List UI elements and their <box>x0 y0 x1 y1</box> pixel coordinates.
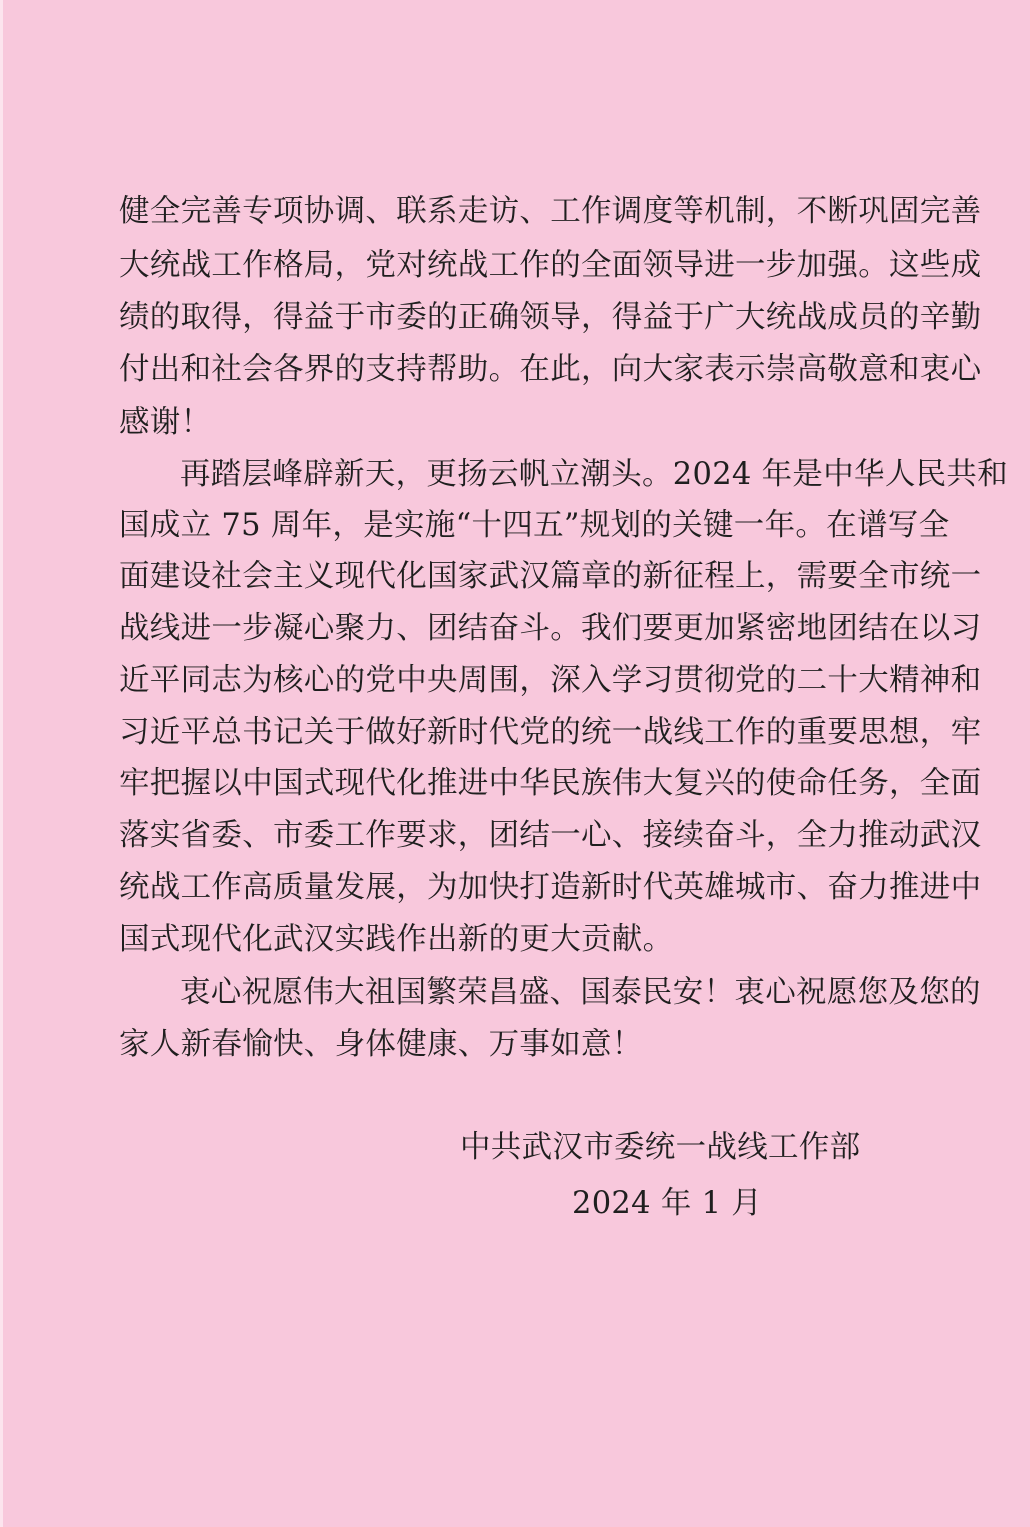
text-line: 国式现代化武汉实践作出新的更大贡献。 <box>119 922 674 957</box>
text-line: 牢把握以中国式现代化推进中华民族伟大复兴的使命任务，全面 <box>119 766 982 801</box>
scan-edge <box>0 0 3 1527</box>
text-line: 家人新春愉快、身体健康、万事如意！ <box>119 1027 643 1062</box>
text-line: 绩的取得，得益于市委的正确领导，得益于广大统战成员的辛勤 <box>119 300 982 335</box>
text-line: 战线进一步凝心聚力、团结奋斗。我们要更加紧密地团结在以习 <box>119 611 982 646</box>
text-line: 付出和社会各界的支持帮助。在此，向大家表示崇高敬意和衷心 <box>119 352 982 387</box>
text-line: 感谢！ <box>119 405 212 440</box>
paragraph-start-line: 衷心祝愿伟大祖国繁荣昌盛、国泰民安！衷心祝愿您及您的 <box>180 975 981 1010</box>
text-line: 国成立 75 周年，是实施“十四五”规划的关键一年。在谱写全 <box>119 508 950 543</box>
text-line: 大统战工作格局，党对统战工作的全面领导进一步加强。这些成 <box>119 248 982 283</box>
text-line: 近平同志为核心的党中央周围，深入学习贯彻党的二十大精神和 <box>119 663 982 698</box>
text-line: 落实省委、市委工作要求，团结一心、接续奋斗，全力推动武汉 <box>119 818 982 853</box>
text-line: 健全完善专项协调、联系走访、工作调度等机制，不断巩固完善 <box>119 194 982 229</box>
text-line: 习近平总书记关于做好新时代党的统一战线工作的重要思想，牢 <box>119 715 982 750</box>
text-line: 统战工作高质量发展，为加快打造新时代英雄城市、奋力推进中 <box>119 870 982 905</box>
text-line: 面建设社会主义现代化国家武汉篇章的新征程上，需要全市统一 <box>119 559 982 594</box>
signature-organization: 中共武汉市委统一战线工作部 <box>460 1130 861 1165</box>
paragraph-start-line: 再踏层峰辟新天，更扬云帆立潮头。2024 年是中华人民共和 <box>180 457 1009 492</box>
signature-date: 2024 年 1 月 <box>572 1186 763 1221</box>
